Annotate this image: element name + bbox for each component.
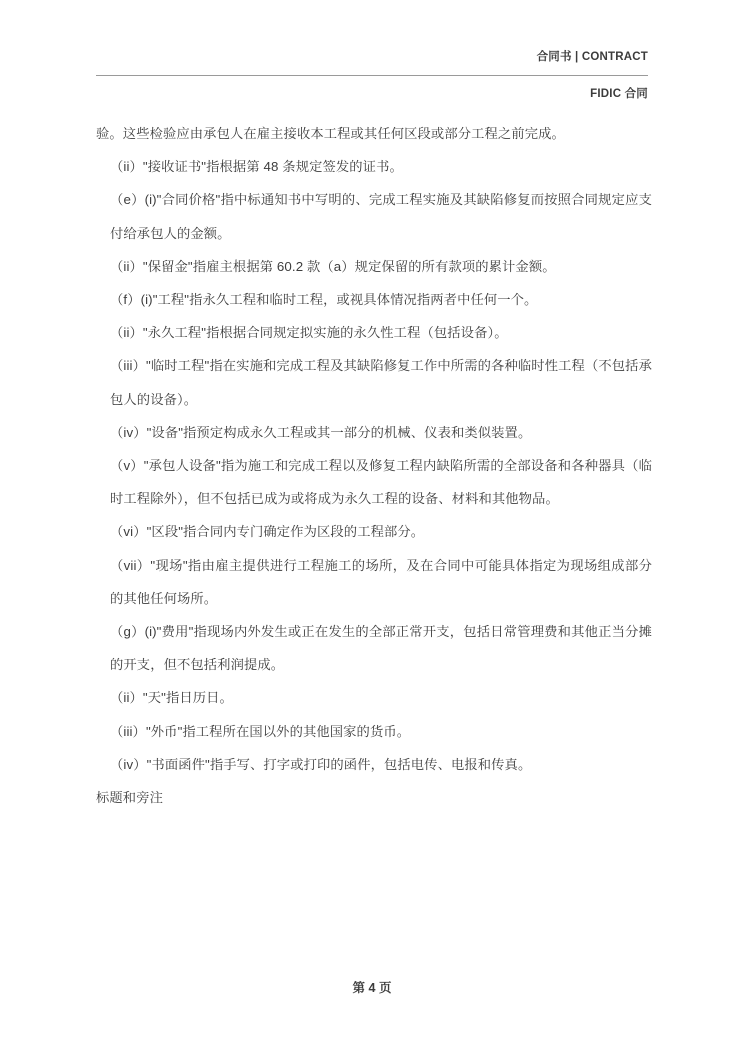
section-heading: 标题和旁注 <box>96 790 163 806</box>
header-subtitle: FIDIC 合同 <box>590 88 648 100</box>
header-divider <box>96 75 648 76</box>
paragraph: （ii）"保留金"指雇主根据第 60.2 款（a）规定保留的所有款项的累计金额。 <box>110 258 556 274</box>
paragraph: （vii）"现场"指由雇主提供进行工程施工的场所，及在合同中可能具体指定为现场组成部分的其他任何场所。 <box>110 557 652 606</box>
paragraph: （iv）"设备"指预定构成永久工程或其一部分的机械、仪表和类似装置。 <box>110 424 532 440</box>
paragraph: （g）(i)"费用"指现场内外发生或正在发生的全部正常开支，包括日常管理费和其他正当分摊的开支，但不包括利润提成。 <box>110 624 652 673</box>
document-body <box>96 117 652 814</box>
paragraph: （ii）"接收证书"指根据第 48 条规定签发的证书。 <box>110 159 403 175</box>
footer-suffix: 页 <box>378 981 392 995</box>
paragraph: （f）(i)"工程"指永久工程和临时工程，或视具体情况指两者中任何一个。 <box>110 292 538 308</box>
paragraph: （iv）"书面函件"指手写、打字或打印的函件，包括电传、电报和传真。 <box>110 756 532 772</box>
paragraph: （v）"承包人设备"指为施工和完成工程以及修复工程内缺陷所需的全部设备和各种器具（临时工程除外），但不包括已成为或将成为永久工程的设备、材料和其他物品。 <box>110 458 652 507</box>
paragraph: （iii）"外币"指工程所在国以外的其他国家的货币。 <box>110 723 411 739</box>
footer-prefix: 第 <box>352 981 366 995</box>
paragraph: （iii）"临时工程"指在实施和完成工程及其缺陷修复工作中所需的各种临时性工程（不包括承包人的设备）。 <box>110 358 652 407</box>
header-title: 合同书 | CONTRACT <box>536 51 648 63</box>
page-number: 4 <box>368 981 376 995</box>
page-footer <box>0 978 744 996</box>
paragraph: （e）(i)"合同价格"指中标通知书中写明的、完成工程实施及其缺陷修复而按照合同规定应支付给承包人的金额。 <box>110 192 652 241</box>
paragraph: 验。这些检验应由承包人在雇主接收本工程或其任何区段或部分工程之前完成。 <box>96 126 565 141</box>
paragraph: （ii）"天"指日历日。 <box>110 690 233 706</box>
paragraph: （ii）"永久工程"指根据合同规定拟实施的永久性工程（包括设备）。 <box>110 325 508 341</box>
page-header <box>96 48 648 101</box>
paragraph: （vi）"区段"指合同内专门确定作为区段的工程部分。 <box>110 524 425 540</box>
